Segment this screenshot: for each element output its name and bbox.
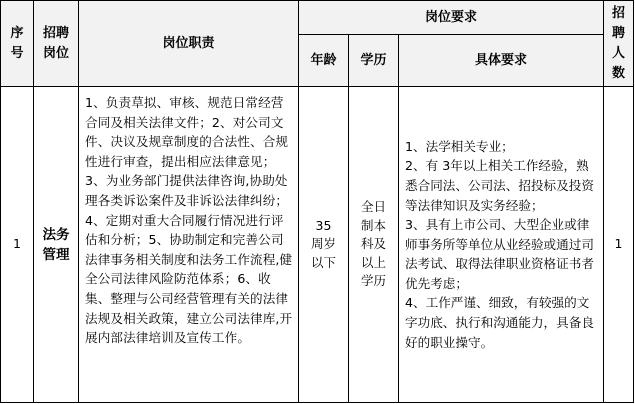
row-position-value: 法务管理 (42, 226, 70, 263)
row-headcount-value: 1 (614, 236, 623, 252)
row-headcount (604, 87, 634, 403)
row-detail-item: 4、工作严谨、细致，有较强的文字功底、执行和沟通能力，具备良好的职业操守。 (405, 295, 594, 350)
row-education (349, 87, 399, 403)
header-position (34, 1, 79, 87)
header-details (399, 35, 604, 87)
row-age (299, 87, 349, 403)
header-duties-label: 岗位职责 (162, 35, 215, 51)
header-index (1, 1, 34, 87)
header-row-top (1, 1, 634, 35)
header-index-label: 序号 (10, 25, 24, 61)
header-education-label: 学历 (360, 52, 387, 68)
row-duties (79, 87, 299, 403)
row-index (1, 87, 34, 403)
row-detail-item: 3、具有上市公司、大型企业或律师事务所等单位从业经验或通过司法考试、取得法律职业资格证书者优先考虑； (405, 217, 594, 291)
row-index-value: 1 (13, 236, 21, 252)
row-detail-item: 2、有 3年以上相关工作经验，熟悉合同法、公司法、招投标及投资等法律知识及实务经验； (405, 158, 594, 213)
header-position-label: 招聘岗位 (42, 25, 69, 61)
header-requirements-label: 岗位要求 (424, 9, 477, 25)
header-duties (79, 1, 299, 87)
row-details (399, 87, 604, 403)
row-duties-text: 1、负责草拟、审核、规范日常经营合同及相关法律文件；2、对公司文件、决议及规章制度的合法性、合规性进行审查，提出相应法律意见；3、为业务部门提供法律咨询,协助处理各类诉讼案件及非诉讼法律纠纷；4、定期对重大合同履行情况进行评估和分析；5、协助制定和完善公司法律事务相关制度和法务工作流程,健全公司法律风险防范体系；6、收集、整理与公司经营管理有关的法律法规及相关政策，建立公司法律库,开展内部法律培训及宣传工作。 (85, 95, 293, 346)
header-age-label: 年龄 (310, 52, 337, 68)
header-details-label: 具体要求 (474, 52, 527, 68)
row-age-value: 35周岁以下 (310, 217, 336, 270)
header-requirements (299, 1, 604, 35)
row-position (34, 87, 79, 403)
header-headcount-label: 招聘人数 (611, 5, 625, 81)
header-age (299, 35, 349, 87)
row-detail-item: 1、法学相关专业； (405, 138, 514, 154)
header-headcount (604, 1, 634, 87)
header-education (349, 35, 399, 87)
table-row (1, 87, 634, 403)
row-education-value: 全日制本科及以上学历 (360, 199, 386, 289)
